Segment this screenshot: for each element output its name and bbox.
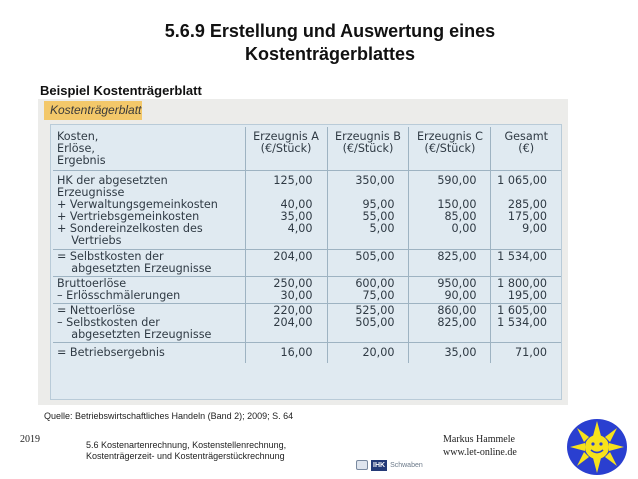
cell-value: 505,00 [327, 250, 409, 277]
row-label-netto: = Nettoerlöse – Selbstkosten der abgesetzten Erzeugnisse [53, 304, 245, 343]
row-label-brutto: Bruttoerlöse – Erlösschmälerungen [53, 277, 245, 304]
cell-value: 35,00 [409, 343, 491, 364]
ihk-logo-text: IHK [373, 461, 386, 469]
cell-value: 590,00 150,00 85,00 0,00 [409, 171, 491, 250]
table-row [53, 277, 561, 304]
table-header-row [53, 127, 561, 171]
header-gesamt: Gesamt (€) [491, 127, 561, 171]
ihk-emblem-icon [356, 460, 368, 470]
cell-value: 1 065,00 285,00 175,00 9,00 [491, 171, 561, 250]
row-label-selbstkosten: = Selbstkosten der abgesetzten Erzeugnisse [53, 250, 245, 277]
cell-value: 860,00 825,00 [409, 304, 491, 343]
cell-value: 1 605,00 1 534,00 [491, 304, 561, 343]
cell-value: 16,00 [245, 343, 327, 364]
kostentraegerblatt-figure [38, 99, 568, 405]
cell-value: 825,00 [409, 250, 491, 277]
cell-value: 20,00 [327, 343, 409, 364]
row-label-ergebnis: = Betriebsergebnis [53, 343, 245, 364]
section-subtitle: Beispiel Kostenträgerblatt [40, 83, 202, 98]
cell-value: 125,00 40,00 35,00 4,00 [245, 171, 327, 250]
ihk-schwaben-logo [356, 458, 438, 472]
slide-title-line-2: Kostenträgerblattes [244, 44, 416, 64]
cell-value: 950,00 90,00 [409, 277, 491, 304]
footer-course-line-1: 5.6 Kostenartenrechnung, Kostenstellenrechnung, [86, 440, 287, 450]
footer-course-title [86, 440, 286, 462]
author-name: Markus Hammele [443, 434, 515, 445]
footer-author [443, 433, 517, 459]
table-row [53, 171, 561, 250]
slide-title-line-1: 5.6.9 Erstellung und Auswertung eines [164, 21, 496, 41]
footer-year: 2019 [20, 434, 40, 445]
cell-value: 71,00 [514, 346, 547, 359]
source-citation: Quelle: Betriebswirtschaftliches Handeln (Band 2); 2009; S. 64 [44, 411, 294, 421]
cell-value: 1 800,00 195,00 [491, 277, 561, 304]
cell-value: 600,00 75,00 [327, 277, 409, 304]
author-website: www.let-online.de [443, 447, 517, 458]
header-erzeugnis-c: Erzeugnis C (€/Stück) [409, 127, 491, 171]
cell-value: 350,00 95,00 55,00 5,00 [327, 171, 409, 250]
slide-title [60, 20, 600, 66]
header-erzeugnis-a: Erzeugnis A (€/Stück) [245, 127, 327, 171]
kostentraegerblatt-table [53, 127, 561, 363]
cell-value: 204,00 [245, 250, 327, 277]
row-label-hk: HK der abgesetzten Erzeugnisse + Verwaltungsgemeinkosten + Vertriebsgemeinkosten + Sondereinzelkosten des Vertriebs [53, 171, 245, 250]
cell-value: 250,00 30,00 [245, 277, 327, 304]
cell-value: 220,00 204,00 [245, 304, 327, 343]
table-row [53, 250, 561, 277]
header-erzeugnis-b: Erzeugnis B (€/Stück) [327, 127, 409, 171]
sun-logo-icon [566, 418, 628, 476]
footer-course-line-2: Kostenträgerzeit- und Kostenträgerstückrechnung [86, 451, 285, 461]
header-kosten: Kosten, Erlöse, Ergebnis [53, 127, 245, 171]
figure-label: Kostenträgerblatt [44, 101, 142, 120]
cell-value: 525,00 505,00 [327, 304, 409, 343]
table-row [53, 343, 561, 364]
cell-value: 1 534,00 [491, 250, 561, 277]
table-row [53, 304, 561, 343]
ihk-logo-region: Schwaben [390, 461, 423, 469]
figure-table-panel [50, 124, 562, 400]
